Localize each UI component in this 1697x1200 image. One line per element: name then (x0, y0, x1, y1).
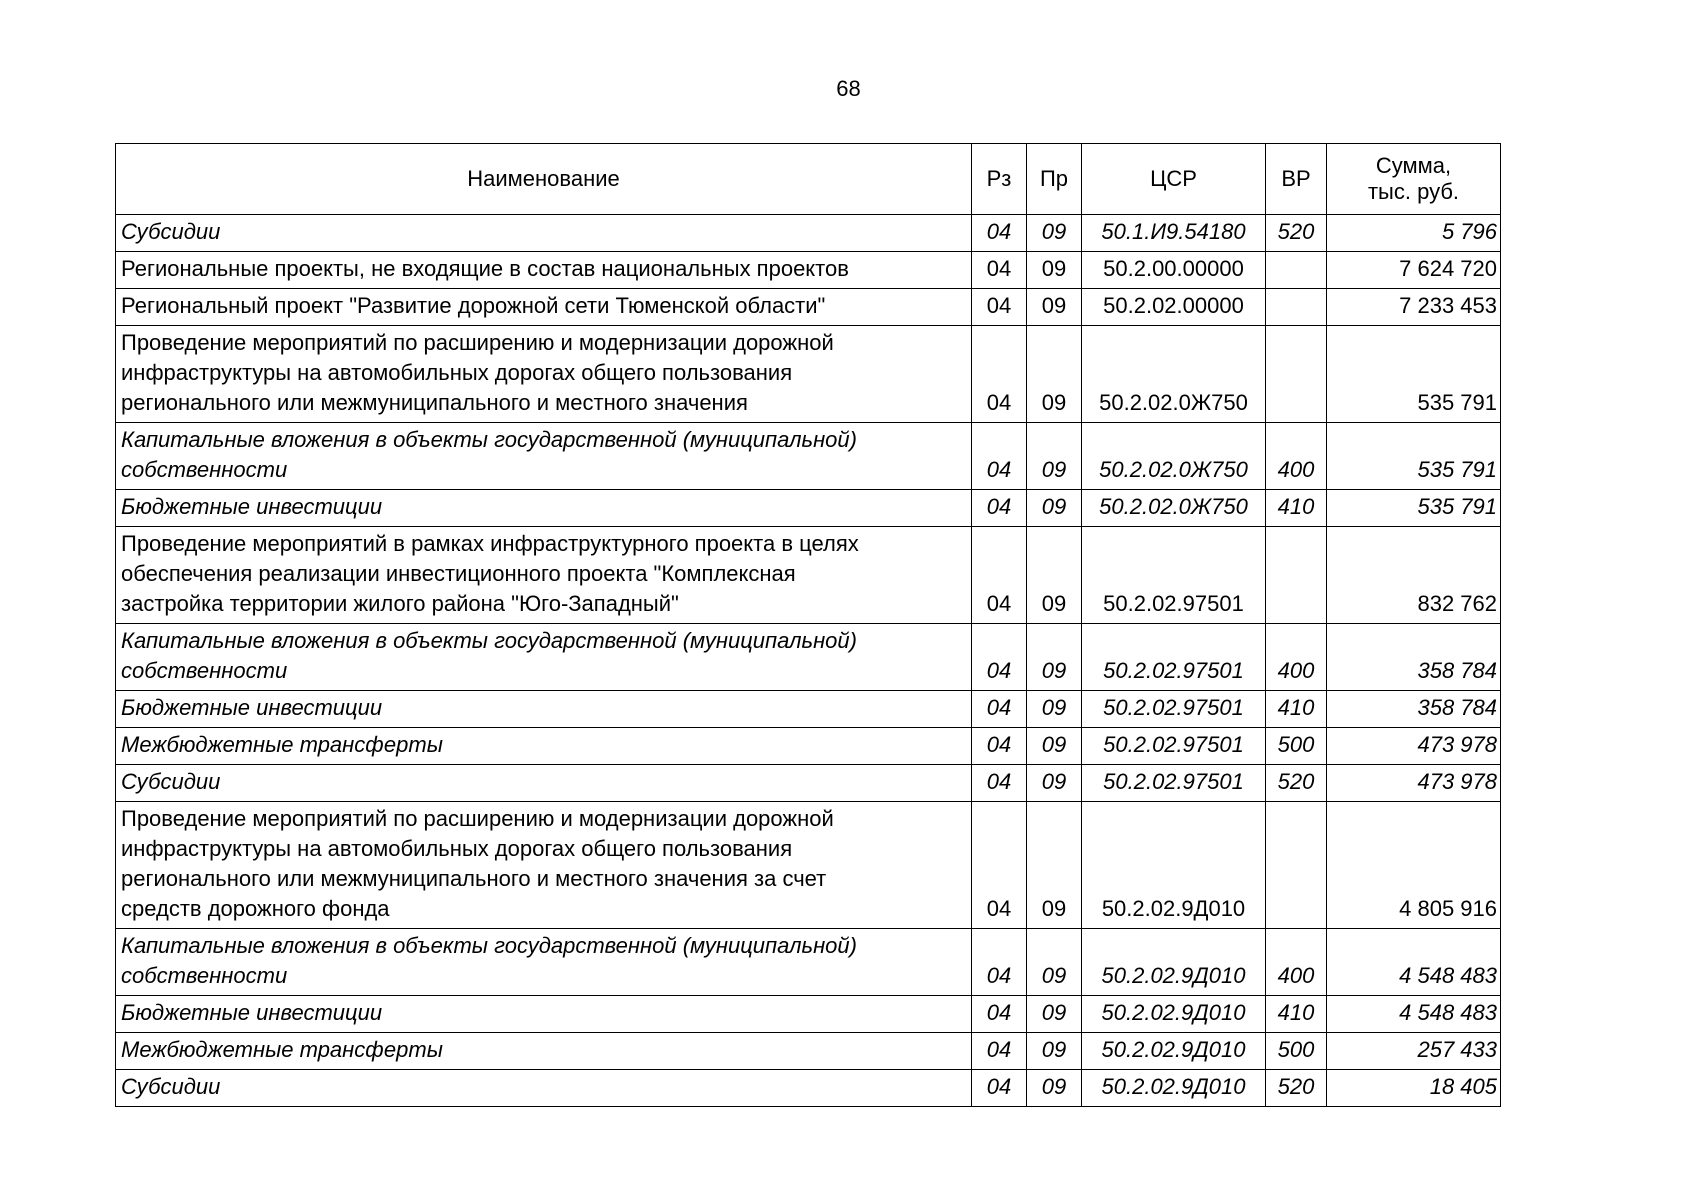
table-row (116, 802, 1501, 929)
cell-csr: 50.2.02.0Ж750 (1082, 490, 1266, 527)
header-row (116, 144, 1501, 215)
cell-pr: 09 (1027, 691, 1082, 728)
cell-rz: 04 (972, 1033, 1027, 1070)
cell-name: Проведение мероприятий в рамках инфраструктурного проекта в целях обеспечения реализации инвестиционного проекта "Комплексная застройка территории жилого района "Юго-Западный" (116, 527, 972, 624)
cell-sum: 358 784 (1327, 624, 1501, 691)
cell-name: Субсидии (116, 1070, 972, 1107)
cell-vr: 400 (1266, 929, 1327, 996)
cell-rz: 04 (972, 929, 1027, 996)
cell-rz: 04 (972, 252, 1027, 289)
cell-pr: 09 (1027, 326, 1082, 423)
cell-sum: 358 784 (1327, 691, 1501, 728)
cell-pr: 09 (1027, 802, 1082, 929)
table-row (116, 215, 1501, 252)
header-name: Наименование (116, 144, 972, 215)
cell-sum: 4 548 483 (1327, 929, 1501, 996)
cell-vr: 520 (1266, 1070, 1327, 1107)
cell-name: Проведение мероприятий по расширению и модернизации дорожной инфраструктуры на автомобильных дорогах общего пользования регионального или межмуниципального и местного значения (116, 326, 972, 423)
cell-name: Региональный проект "Развитие дорожной сети Тюменской области" (116, 289, 972, 326)
table-row (116, 289, 1501, 326)
cell-csr: 50.2.02.9Д010 (1082, 929, 1266, 996)
cell-pr: 09 (1027, 1033, 1082, 1070)
cell-rz: 04 (972, 289, 1027, 326)
cell-sum: 535 791 (1327, 490, 1501, 527)
cell-vr: 400 (1266, 624, 1327, 691)
cell-vr: 500 (1266, 728, 1327, 765)
cell-pr: 09 (1027, 423, 1082, 490)
cell-name: Проведение мероприятий по расширению и модернизации дорожной инфраструктуры на автомобильных дорогах общего пользования регионального или межмуниципального и местного значения за счет средств дорожного фонда (116, 802, 972, 929)
cell-rz: 04 (972, 996, 1027, 1033)
cell-sum: 7 233 453 (1327, 289, 1501, 326)
cell-name: Бюджетные инвестиции (116, 691, 972, 728)
cell-rz: 04 (972, 728, 1027, 765)
cell-sum: 7 624 720 (1327, 252, 1501, 289)
cell-vr (1266, 802, 1327, 929)
table-body (116, 215, 1501, 1107)
cell-sum: 5 796 (1327, 215, 1501, 252)
cell-vr (1266, 527, 1327, 624)
cell-vr (1266, 252, 1327, 289)
cell-vr: 500 (1266, 1033, 1327, 1070)
cell-csr: 50.2.02.9Д010 (1082, 1070, 1266, 1107)
cell-csr: 50.2.02.97501 (1082, 728, 1266, 765)
table-row (116, 996, 1501, 1033)
cell-name: Межбюджетные трансферты (116, 1033, 972, 1070)
cell-vr (1266, 326, 1327, 423)
cell-vr: 410 (1266, 490, 1327, 527)
cell-name: Капитальные вложения в объекты государственной (муниципальной) собственности (116, 624, 972, 691)
cell-name: Субсидии (116, 765, 972, 802)
cell-name: Субсидии (116, 215, 972, 252)
cell-pr: 09 (1027, 624, 1082, 691)
cell-rz: 04 (972, 624, 1027, 691)
table-row (116, 929, 1501, 996)
cell-name: Межбюджетные трансферты (116, 728, 972, 765)
cell-vr: 410 (1266, 996, 1327, 1033)
cell-csr: 50.2.02.97501 (1082, 527, 1266, 624)
cell-csr: 50.2.02.97501 (1082, 691, 1266, 728)
cell-vr (1266, 289, 1327, 326)
header-vr: ВР (1266, 144, 1327, 215)
cell-name: Капитальные вложения в объекты государственной (муниципальной) собственности (116, 929, 972, 996)
cell-vr: 520 (1266, 765, 1327, 802)
cell-pr: 09 (1027, 929, 1082, 996)
cell-sum: 535 791 (1327, 326, 1501, 423)
cell-vr: 520 (1266, 215, 1327, 252)
cell-csr: 50.1.И9.54180 (1082, 215, 1266, 252)
cell-vr: 400 (1266, 423, 1327, 490)
cell-csr: 50.2.02.0Ж750 (1082, 326, 1266, 423)
cell-pr: 09 (1027, 527, 1082, 624)
cell-rz: 04 (972, 326, 1027, 423)
table-row (116, 423, 1501, 490)
table-row (116, 527, 1501, 624)
table-row (116, 728, 1501, 765)
header-sum: Сумма, тыс. руб. (1327, 144, 1501, 215)
cell-name: Региональные проекты, не входящие в состав национальных проектов (116, 252, 972, 289)
header-csr: ЦСР (1082, 144, 1266, 215)
table-row (116, 1070, 1501, 1107)
cell-rz: 04 (972, 765, 1027, 802)
cell-vr: 410 (1266, 691, 1327, 728)
header-pr: Пр (1027, 144, 1082, 215)
cell-name: Бюджетные инвестиции (116, 490, 972, 527)
cell-pr: 09 (1027, 996, 1082, 1033)
table-header (116, 144, 1501, 215)
cell-pr: 09 (1027, 1070, 1082, 1107)
cell-csr: 50.2.02.00000 (1082, 289, 1266, 326)
table-row (116, 691, 1501, 728)
cell-csr: 50.2.02.0Ж750 (1082, 423, 1266, 490)
cell-pr: 09 (1027, 765, 1082, 802)
table-row (116, 765, 1501, 802)
cell-name: Капитальные вложения в объекты государственной (муниципальной) собственности (116, 423, 972, 490)
table-row (116, 326, 1501, 423)
cell-sum: 535 791 (1327, 423, 1501, 490)
table-row (116, 624, 1501, 691)
cell-pr: 09 (1027, 215, 1082, 252)
cell-csr: 50.2.02.9Д010 (1082, 802, 1266, 929)
cell-csr: 50.2.02.97501 (1082, 624, 1266, 691)
cell-rz: 04 (972, 802, 1027, 929)
cell-rz: 04 (972, 490, 1027, 527)
page-number: 68 (836, 76, 861, 101)
cell-pr: 09 (1027, 252, 1082, 289)
cell-csr: 50.2.02.9Д010 (1082, 1033, 1266, 1070)
cell-sum: 473 978 (1327, 728, 1501, 765)
table-row (116, 490, 1501, 527)
cell-csr: 50.2.02.97501 (1082, 765, 1266, 802)
cell-sum: 832 762 (1327, 527, 1501, 624)
cell-sum: 4 548 483 (1327, 996, 1501, 1033)
cell-rz: 04 (972, 423, 1027, 490)
cell-pr: 09 (1027, 728, 1082, 765)
cell-rz: 04 (972, 527, 1027, 624)
cell-pr: 09 (1027, 490, 1082, 527)
cell-sum: 18 405 (1327, 1070, 1501, 1107)
cell-sum: 257 433 (1327, 1033, 1501, 1070)
budget-table (115, 143, 1501, 1107)
cell-rz: 04 (972, 691, 1027, 728)
cell-pr: 09 (1027, 289, 1082, 326)
cell-sum: 4 805 916 (1327, 802, 1501, 929)
cell-name: Бюджетные инвестиции (116, 996, 972, 1033)
table-row (116, 252, 1501, 289)
cell-rz: 04 (972, 215, 1027, 252)
cell-rz: 04 (972, 1070, 1027, 1107)
cell-csr: 50.2.00.00000 (1082, 252, 1266, 289)
header-rz: Рз (972, 144, 1027, 215)
table-row (116, 1033, 1501, 1070)
cell-sum: 473 978 (1327, 765, 1501, 802)
cell-csr: 50.2.02.9Д010 (1082, 996, 1266, 1033)
